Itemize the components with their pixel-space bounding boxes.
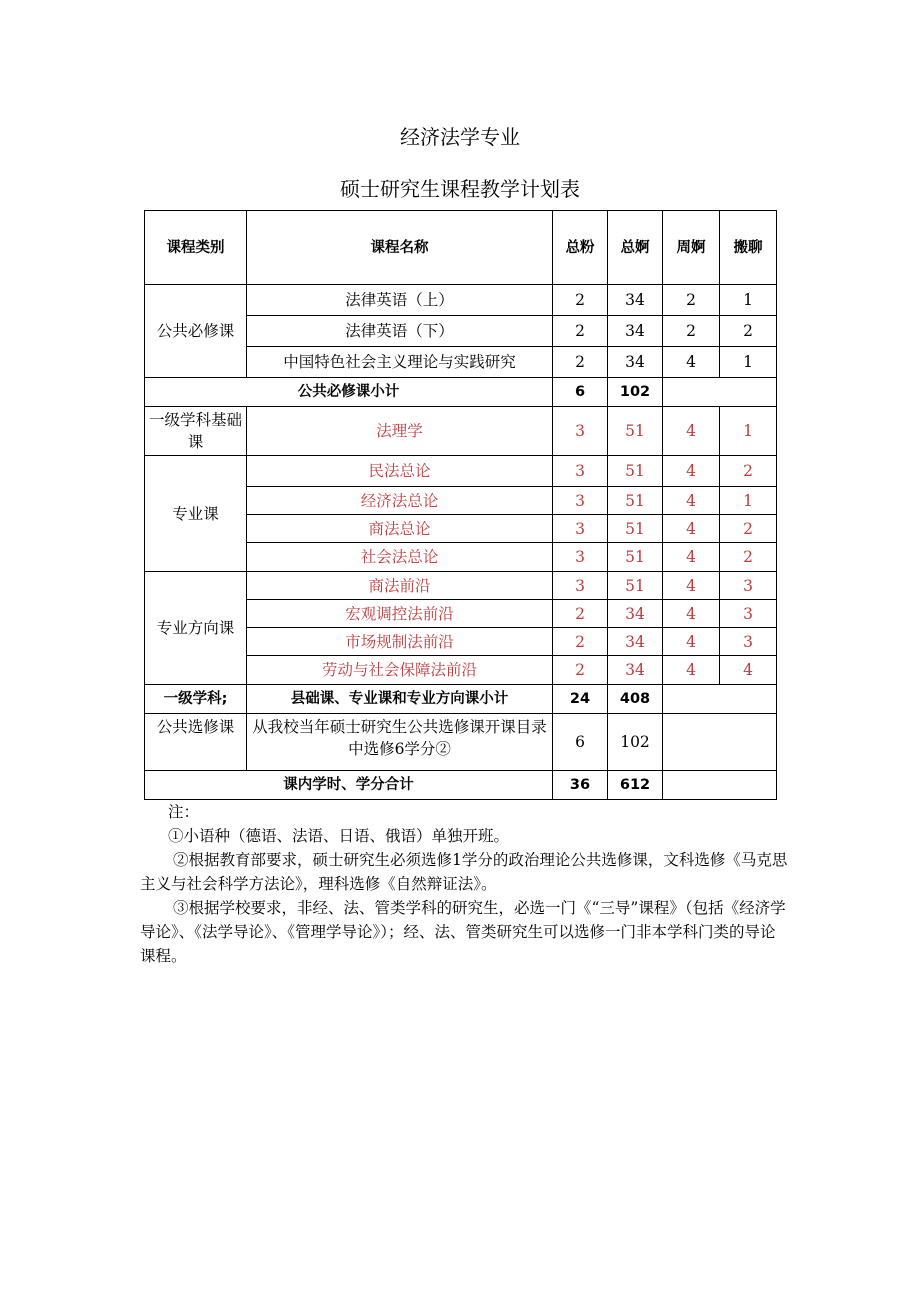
course-credits: 3 bbox=[553, 456, 608, 487]
course-name: 法律英语（下） bbox=[247, 316, 553, 347]
course-weekly: 4 bbox=[663, 656, 720, 685]
course-semester: 1 bbox=[720, 285, 777, 316]
course-credits: 2 bbox=[553, 600, 608, 628]
course-name: 劳动与社会保障法前沿 bbox=[247, 656, 553, 685]
header-category: 课程类别 bbox=[145, 211, 247, 285]
notes-heading: 注： bbox=[168, 803, 200, 821]
course-credits: 2 bbox=[553, 316, 608, 347]
subtotal-credits: 6 bbox=[553, 378, 608, 407]
course-plan-table bbox=[144, 210, 777, 800]
course-semester: 4 bbox=[720, 656, 777, 685]
table-row bbox=[145, 572, 777, 600]
category-cell: 专业课 bbox=[145, 456, 247, 572]
course-name: 宏观调控法前沿 bbox=[247, 600, 553, 628]
course-name: 法律英语（上） bbox=[247, 285, 553, 316]
subtotal-label: 公共必修课小计 bbox=[145, 378, 553, 407]
course-weekly: 4 bbox=[663, 487, 720, 515]
course-name: 法理学 bbox=[247, 407, 553, 456]
empty-cell bbox=[663, 378, 777, 407]
course-weekly: 4 bbox=[663, 600, 720, 628]
course-weekly: 4 bbox=[663, 407, 720, 456]
table-row bbox=[145, 407, 777, 456]
course-hours: 51 bbox=[608, 572, 663, 600]
category-cell: 一级学科基础课 bbox=[145, 407, 247, 456]
course-hours: 34 bbox=[608, 285, 663, 316]
page-title: 经济法学专业 bbox=[400, 125, 520, 149]
notes-section bbox=[140, 800, 788, 968]
course-weekly: 4 bbox=[663, 628, 720, 656]
header-semester: 搬聊 bbox=[720, 211, 777, 285]
subtotal-label-b: 县础课、专业课和专业方向课小计 bbox=[247, 685, 553, 714]
course-name: 市场规制法前沿 bbox=[247, 628, 553, 656]
empty-cell bbox=[663, 714, 777, 771]
course-semester: 1 bbox=[720, 407, 777, 456]
table-row bbox=[145, 285, 777, 316]
course-name: 中国特色社会主义理论与实践研究 bbox=[247, 347, 553, 378]
course-credits: 2 bbox=[553, 656, 608, 685]
course-semester: 2 bbox=[720, 543, 777, 572]
course-hours: 51 bbox=[608, 515, 663, 543]
course-credits: 3 bbox=[553, 572, 608, 600]
subtotal-row bbox=[145, 685, 777, 714]
course-semester: 1 bbox=[720, 487, 777, 515]
empty-cell bbox=[663, 685, 777, 714]
note-2: ②根据教育部要求，硕士研究生必须选修1学分的政治理论公共选修课，文科选修《马克思主义与社会科学方法论》，理科选修《自然辩证法》。 bbox=[140, 851, 788, 893]
table-row bbox=[145, 714, 777, 771]
course-hours: 51 bbox=[608, 407, 663, 456]
note-1: ①小语种（德语、法语、日语、俄语）单独开班。 bbox=[168, 827, 510, 845]
subtotal-credits: 24 bbox=[553, 685, 608, 714]
course-hours: 34 bbox=[608, 347, 663, 378]
subtotal-hours: 102 bbox=[608, 378, 663, 407]
page-subtitle: 硕士研究生课程教学计划表 bbox=[340, 177, 580, 201]
total-label: 课内学时、学分合计 bbox=[145, 771, 553, 800]
course-weekly: 2 bbox=[663, 316, 720, 347]
course-semester: 3 bbox=[720, 628, 777, 656]
course-weekly: 4 bbox=[663, 347, 720, 378]
course-semester: 3 bbox=[720, 572, 777, 600]
note-3: ③根据学校要求，非经、法、管类学科的研究生，必选一门《“三导”课程》（包括《经济学导论》、《法学导论》、《管理学导论》）；经、法、管类研究生可以选修一门非本学科门类的导论课程。 bbox=[140, 899, 786, 965]
header-hours: 总婀 bbox=[608, 211, 663, 285]
course-hours: 102 bbox=[608, 714, 663, 771]
header-weekly: 周婀 bbox=[663, 211, 720, 285]
course-semester: 2 bbox=[720, 456, 777, 487]
total-row bbox=[145, 771, 777, 800]
course-name: 商法前沿 bbox=[247, 572, 553, 600]
course-semester: 2 bbox=[720, 316, 777, 347]
course-credits: 3 bbox=[553, 515, 608, 543]
course-hours: 51 bbox=[608, 543, 663, 572]
subtotal-label-a: 一级学科; bbox=[145, 685, 247, 714]
course-semester: 2 bbox=[720, 515, 777, 543]
category-cell: 公共选修课 bbox=[145, 714, 247, 771]
course-credits: 6 bbox=[553, 714, 608, 771]
course-weekly: 4 bbox=[663, 456, 720, 487]
course-credits: 3 bbox=[553, 543, 608, 572]
total-hours: 612 bbox=[608, 771, 663, 800]
course-weekly: 4 bbox=[663, 515, 720, 543]
course-weekly: 4 bbox=[663, 572, 720, 600]
total-credits: 36 bbox=[553, 771, 608, 800]
course-name: 经济法总论 bbox=[247, 487, 553, 515]
course-credits: 2 bbox=[553, 285, 608, 316]
category-cell: 公共必修课 bbox=[145, 285, 247, 378]
course-credits: 2 bbox=[553, 347, 608, 378]
course-weekly: 2 bbox=[663, 285, 720, 316]
course-hours: 51 bbox=[608, 487, 663, 515]
course-hours: 34 bbox=[608, 656, 663, 685]
course-hours: 34 bbox=[608, 600, 663, 628]
course-hours: 34 bbox=[608, 316, 663, 347]
course-name: 从我校当年硕士研究生公共选修课开课目录中选修6学分② bbox=[247, 714, 553, 771]
course-name: 民法总论 bbox=[247, 456, 553, 487]
course-credits: 3 bbox=[553, 407, 608, 456]
course-credits: 3 bbox=[553, 487, 608, 515]
header-credits: 总粉 bbox=[553, 211, 608, 285]
table-header-row bbox=[145, 211, 777, 285]
course-credits: 2 bbox=[553, 628, 608, 656]
empty-cell bbox=[663, 771, 777, 800]
course-semester: 3 bbox=[720, 600, 777, 628]
category-cell: 专业方向课 bbox=[145, 572, 247, 685]
subtotal-row bbox=[145, 378, 777, 407]
table-row bbox=[145, 456, 777, 487]
subtotal-hours: 408 bbox=[608, 685, 663, 714]
course-semester: 1 bbox=[720, 347, 777, 378]
header-name: 课程名称 bbox=[247, 211, 553, 285]
course-name: 商法总论 bbox=[247, 515, 553, 543]
course-hours: 34 bbox=[608, 628, 663, 656]
course-name: 社会法总论 bbox=[247, 543, 553, 572]
course-hours: 51 bbox=[608, 456, 663, 487]
course-weekly: 4 bbox=[663, 543, 720, 572]
